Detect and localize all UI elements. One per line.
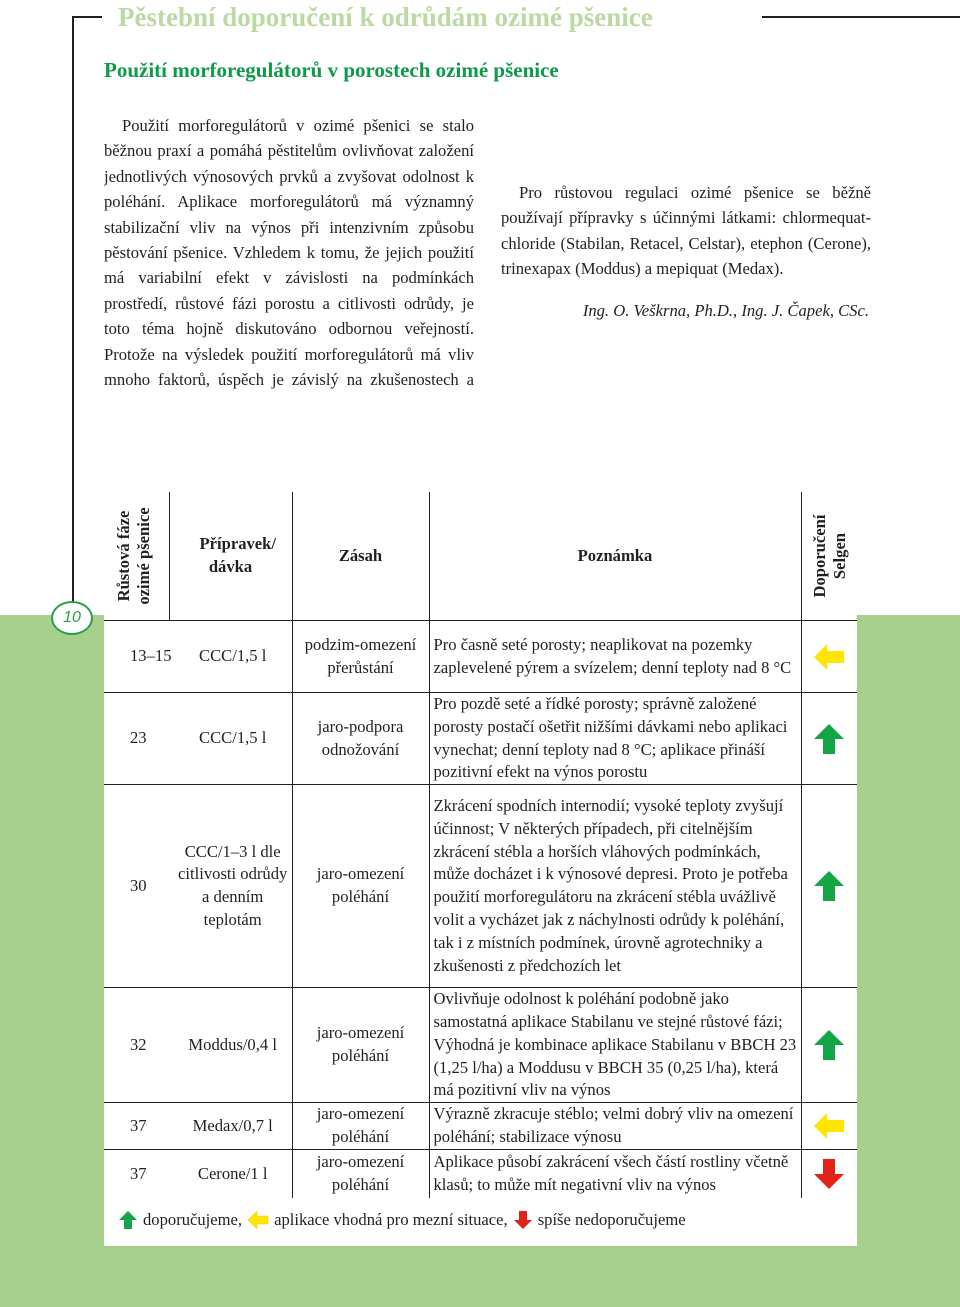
cell-intervention: jaro-omezení poléhání bbox=[292, 1150, 429, 1198]
cell-stage: 13–15 bbox=[130, 646, 172, 666]
article-paragraph-right bbox=[501, 113, 871, 164]
cell-recommendation bbox=[801, 693, 857, 785]
page-number: 10 bbox=[51, 601, 93, 635]
cell-product: Medax/0,7 l bbox=[192, 1115, 273, 1135]
page-title: Pěstební doporučení k odrůdám ozimé pšenice bbox=[118, 2, 653, 32]
cell-intervention: jaro-podpora odnožování bbox=[292, 693, 429, 785]
arrow-up-icon bbox=[812, 722, 846, 756]
arrow-left-icon bbox=[812, 1111, 846, 1141]
cell-recommendation bbox=[801, 785, 857, 988]
table-row bbox=[104, 1150, 857, 1198]
cell-note: Výrazně zkracuje stéblo; velmi dobrý vliv na omezení poléhání; stabilizace výnosu bbox=[429, 1103, 801, 1150]
arrow-left-icon bbox=[247, 1210, 269, 1230]
cell-recommendation bbox=[801, 621, 857, 693]
header-stage-label: Růstová fáze ozimé pšenice bbox=[114, 507, 153, 605]
table-row bbox=[104, 785, 857, 988]
arrow-down-icon bbox=[513, 1210, 533, 1230]
header-note: Poznámka bbox=[429, 492, 801, 621]
stage-product-cell bbox=[104, 988, 292, 1103]
stage-product-cell bbox=[104, 693, 292, 785]
arrow-up-icon bbox=[118, 1210, 138, 1230]
header-intervention: Zásah bbox=[292, 492, 429, 621]
arrow-down-icon bbox=[812, 1157, 846, 1191]
stage-product-cell bbox=[104, 621, 292, 693]
recommendation-table bbox=[104, 492, 857, 1198]
arrow-left-icon bbox=[812, 642, 846, 672]
cell-note: Pro pozdě seté a řídké porosty; správně založené porosty postačí ošetřit nižšími dávkami nebo aplikaci vynechat; denní teploty nad 8 °C; aplikace přináší pozitivní efekt na výnos porostu bbox=[429, 693, 801, 785]
legend-marginal: aplikace vhodná pro mezní situace, bbox=[274, 1210, 508, 1229]
frame-line-vertical bbox=[72, 16, 74, 614]
legend-recommend: doporučujeme, bbox=[143, 1210, 243, 1229]
cell-note: Pro časně seté porosty; neaplikovat na pozemky zaplevelené pýrem a svízelem; denní teploty nad 8 °C bbox=[429, 621, 801, 693]
cell-stage: 32 bbox=[130, 1034, 147, 1054]
cell-note: Aplikace působí zakrácení všech částí rostliny včetně klasů; to může mít negativní vliv na výnos bbox=[429, 1150, 801, 1198]
cell-intervention: podzim-omezení přerůstání bbox=[292, 621, 429, 693]
table-row bbox=[104, 988, 857, 1103]
article-paragraph-left: Použití morforegulátorů v ozimé pšenici se stalo běžnou praxí a pomáhá pěstitelům ovlivňovat založení jednotlivých výnosových prvků a zvyšovat odolnost k poléhání. Aplikace morforegulátorů má významný stabilizační vliv na výnos při intenzivním způsobu pěstování pšenice. Vzhledem k tomu, že jejich použití má variabilní efekt v závislosti na podmínkách prostředí, růstové fázi porostu a citlivosti odrůdy, je toto téma hojně diskutováno odbornou veřejností. Protože na výsledek použití morforegulátorů má vliv mnoho faktorů, úspěch je závislý na zkušenostech a bbox=[104, 116, 474, 390]
frame-line-top-right bbox=[762, 16, 960, 18]
table-row bbox=[104, 693, 857, 785]
article-paragraph-products: Pro růstovou regulaci ozimé pšenice se běžně používají přípravky s účinnými látkami: chlormequat-chloride (Stabilan, Retacel, Celstar), etephon (Cerone), trinexapax (Moddus) a mepiquat (Medax). bbox=[501, 183, 871, 279]
recommendation-table-panel bbox=[104, 492, 857, 1246]
table-header-row bbox=[104, 492, 857, 621]
section-subtitle: Použití morforegulátorů v porostech ozimé pšenice bbox=[104, 58, 559, 82]
table-row bbox=[104, 621, 857, 693]
article-column-right bbox=[501, 113, 871, 323]
cell-stage: 37 bbox=[130, 1115, 147, 1135]
cell-intervention: jaro-omezení poléhání bbox=[292, 988, 429, 1103]
cell-recommendation bbox=[801, 988, 857, 1103]
cell-note: Ovlivňuje odolnost k poléhání podobně jako samostatná aplikace Stabilanu ve stejné růstové fázi; Výhodná je kombinace aplikace Stabilanu v BBCH 23 (1,25 l/ha) a Moddusu v BBCH 35 (0,25 l/ha), která má pozitivní vliv na výnos bbox=[429, 988, 801, 1103]
header-product: Přípravek/ dávka bbox=[169, 492, 292, 621]
cell-product: CCC/1,5 l bbox=[199, 728, 267, 748]
header-stage bbox=[104, 492, 169, 621]
article-author: Ing. O. Veškrna, Ph.D., Ing. J. Čapek, CSc. bbox=[582, 300, 869, 320]
cell-product: Moddus/0,4 l bbox=[188, 1034, 277, 1054]
table-legend bbox=[118, 1210, 691, 1230]
arrow-up-icon bbox=[812, 869, 846, 903]
cell-intervention: jaro-omezení poléhání bbox=[292, 1103, 429, 1150]
cell-recommendation bbox=[801, 1103, 857, 1150]
cell-note: Zkrácení spodních internodií; vysoké teploty zvyšují účinnost; V některých případech, při citelnějším zkrácení stébla a horších vláhových podmínkách, může docházet i k výnosové depresi. Proto je potřeba použití morforegulátoru na zkrácení stébla uvážlivě volit a vycházet jak z náchylnosti odrůdy k poléhání, tak i z místních podmínek, úrovně agrotechniky a zkušenosti z předchozích let bbox=[429, 785, 801, 988]
stage-product-cell bbox=[104, 1150, 292, 1198]
cell-stage: 23 bbox=[130, 728, 147, 748]
table-row bbox=[104, 1103, 857, 1150]
stage-product-cell bbox=[104, 785, 292, 988]
legend-not-recommend: spíše nedoporučujeme bbox=[537, 1210, 686, 1229]
header-recommendation bbox=[801, 492, 857, 621]
cell-recommendation bbox=[801, 1150, 857, 1198]
cell-stage: 37 bbox=[130, 1163, 147, 1183]
header-recommendation-label: Doporučení Selgen bbox=[809, 514, 849, 598]
cell-intervention: jaro-omezení poléhání bbox=[292, 785, 429, 988]
stage-product-cell bbox=[104, 1103, 292, 1150]
cell-product: CCC/1–3 l dle citlivosti odrůdy a denním teplotám bbox=[178, 841, 288, 929]
frame-line-top-left bbox=[72, 16, 102, 18]
cell-stage: 30 bbox=[130, 875, 147, 895]
article-column-left bbox=[104, 113, 474, 392]
arrow-up-icon bbox=[812, 1028, 846, 1062]
cell-product: Cerone/1 l bbox=[197, 1163, 268, 1183]
cell-product: CCC/1,5 l bbox=[199, 646, 267, 666]
